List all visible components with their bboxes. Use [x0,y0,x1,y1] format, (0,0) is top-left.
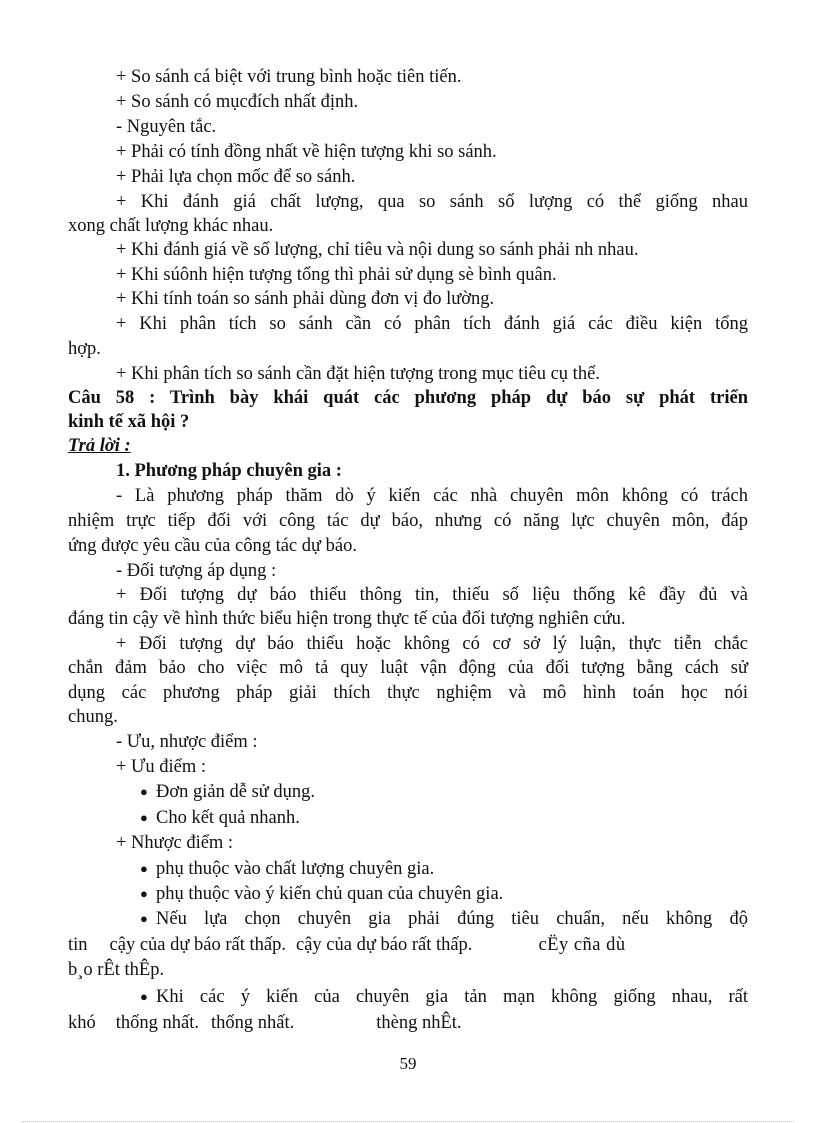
garbled-line: tin cậy của dự báo rất thấp. cậy của dự báo rất thấp. cËy cña dù [68,935,626,955]
bullet-icon: ● [140,861,148,876]
bullet-icon: ● [140,810,148,825]
text-line: nhiệm trực tiếp đối với công tác dự báo, nhưng có năng lực chuyên môn, đáp [68,511,748,531]
bullet-item: ● Khi các ý kiến của chuyên gia tản mạn không giống nhau, rất [140,987,748,1007]
bullet-item: ● Nếu lựa chọn chuyên gia phải đúng tiêu chuẩn, nếu không độ [140,909,748,929]
text-line: + Phải lựa chọn mốc để so sánh. [116,167,356,187]
section-heading: 1. Phương pháp chuyên gia : [116,461,342,481]
text-line: + Đối tượng dự báo thiếu thông tin, thiếu số liệu thống kê đầy đủ và [116,585,748,605]
text-line: + Đối tượng dự báo thiếu hoặc không có cơ sở lý luận, thực tiễn chắc [116,634,748,654]
bullet-icon: ● [140,989,148,1004]
text-line: - Là phương pháp thăm dò ý kiến các nhà chuyên môn không có trách [116,486,748,506]
question-heading: Câu 58 : Trình bày khái quát các phương pháp dự báo sự phát triển [68,388,748,408]
bullet-item: ● phụ thuộc vào ý kiến chủ quan của chuyên gia. [140,884,504,904]
text-line: + Khi đánh giá về số lượng, chỉ tiêu và nội dung so sánh phải nh nhau. [116,240,639,260]
answer-label-line [68,434,748,458]
text-line: + So sánh cá biệt với trung bình hoặc tiên tiến. [116,67,462,87]
bullet-item: ● Cho kết quả nhanh. [140,808,300,828]
page-bottom-divider [22,1121,794,1122]
text-line: ứng được yêu cầu của công tác dự báo. [68,536,357,556]
text-line: chung. [68,707,118,727]
bullet-icon: ● [140,911,148,926]
page-number: 59 [399,1054,417,1073]
text-line: + Ưu điểm : [116,757,207,777]
text-line: + Khi phân tích so sánh cần đặt hiện tượng trong mục tiêu cụ thể. [116,364,600,384]
text-line: + Khi súônh hiện tượng tổng thì phải sử dụng sè bình quân. [116,265,557,285]
text-line: xong chất lượng khác nhau. [68,216,274,236]
text-line: + Khi đánh giá chất lượng, qua so sánh số lượng có thể giống nhau [116,192,748,212]
answer-label: Trả lời : [68,436,131,456]
text-line: + Nhược điểm : [116,833,234,853]
garbled-line: b¸o rÊt thÊp. [68,960,165,980]
text-line: đáng tin cậy về hình thức biểu hiện trong thực tế của đối tượng nghiên cứu. [68,609,626,629]
text-line: dụng các phương pháp giải thích thực nghiệm và mô hình toán học nói [68,683,748,703]
text-line: chắn đảm bảo cho việc mô tả quy luật vận động của đối tượng bằng cách sử [68,658,748,678]
bullet-item: ● phụ thuộc vào chất lượng chuyên gia. [140,859,435,879]
text-line: + So sánh có mụcđích nhất định. [116,92,359,112]
text-line: - Đối tượng áp dụng : [116,561,277,581]
question-heading-cont: kinh tế xã hội ? [68,412,190,432]
text-line: + Khi tính toán so sánh phải dùng đơn vị đo lường. [116,289,495,309]
garbled-line: khó thống nhất. thống nhất. thèng nhÊt. [68,1013,462,1033]
text-line: + Khi phân tích so sánh cần có phân tích đánh giá các điều kiện tổng [116,314,748,334]
bullet-icon: ● [140,784,148,799]
text-line: hợp. [68,339,101,359]
text-line: + Phải có tính đồng nhất về hiện tượng khi so sánh. [116,142,497,162]
text-line: - Ưu, nhược điểm : [116,732,258,752]
bullet-item: ● Đơn giản dễ sử dụng. [140,782,316,802]
bullet-icon: ● [140,886,148,901]
text-line: - Nguyên tắc. [116,117,217,137]
